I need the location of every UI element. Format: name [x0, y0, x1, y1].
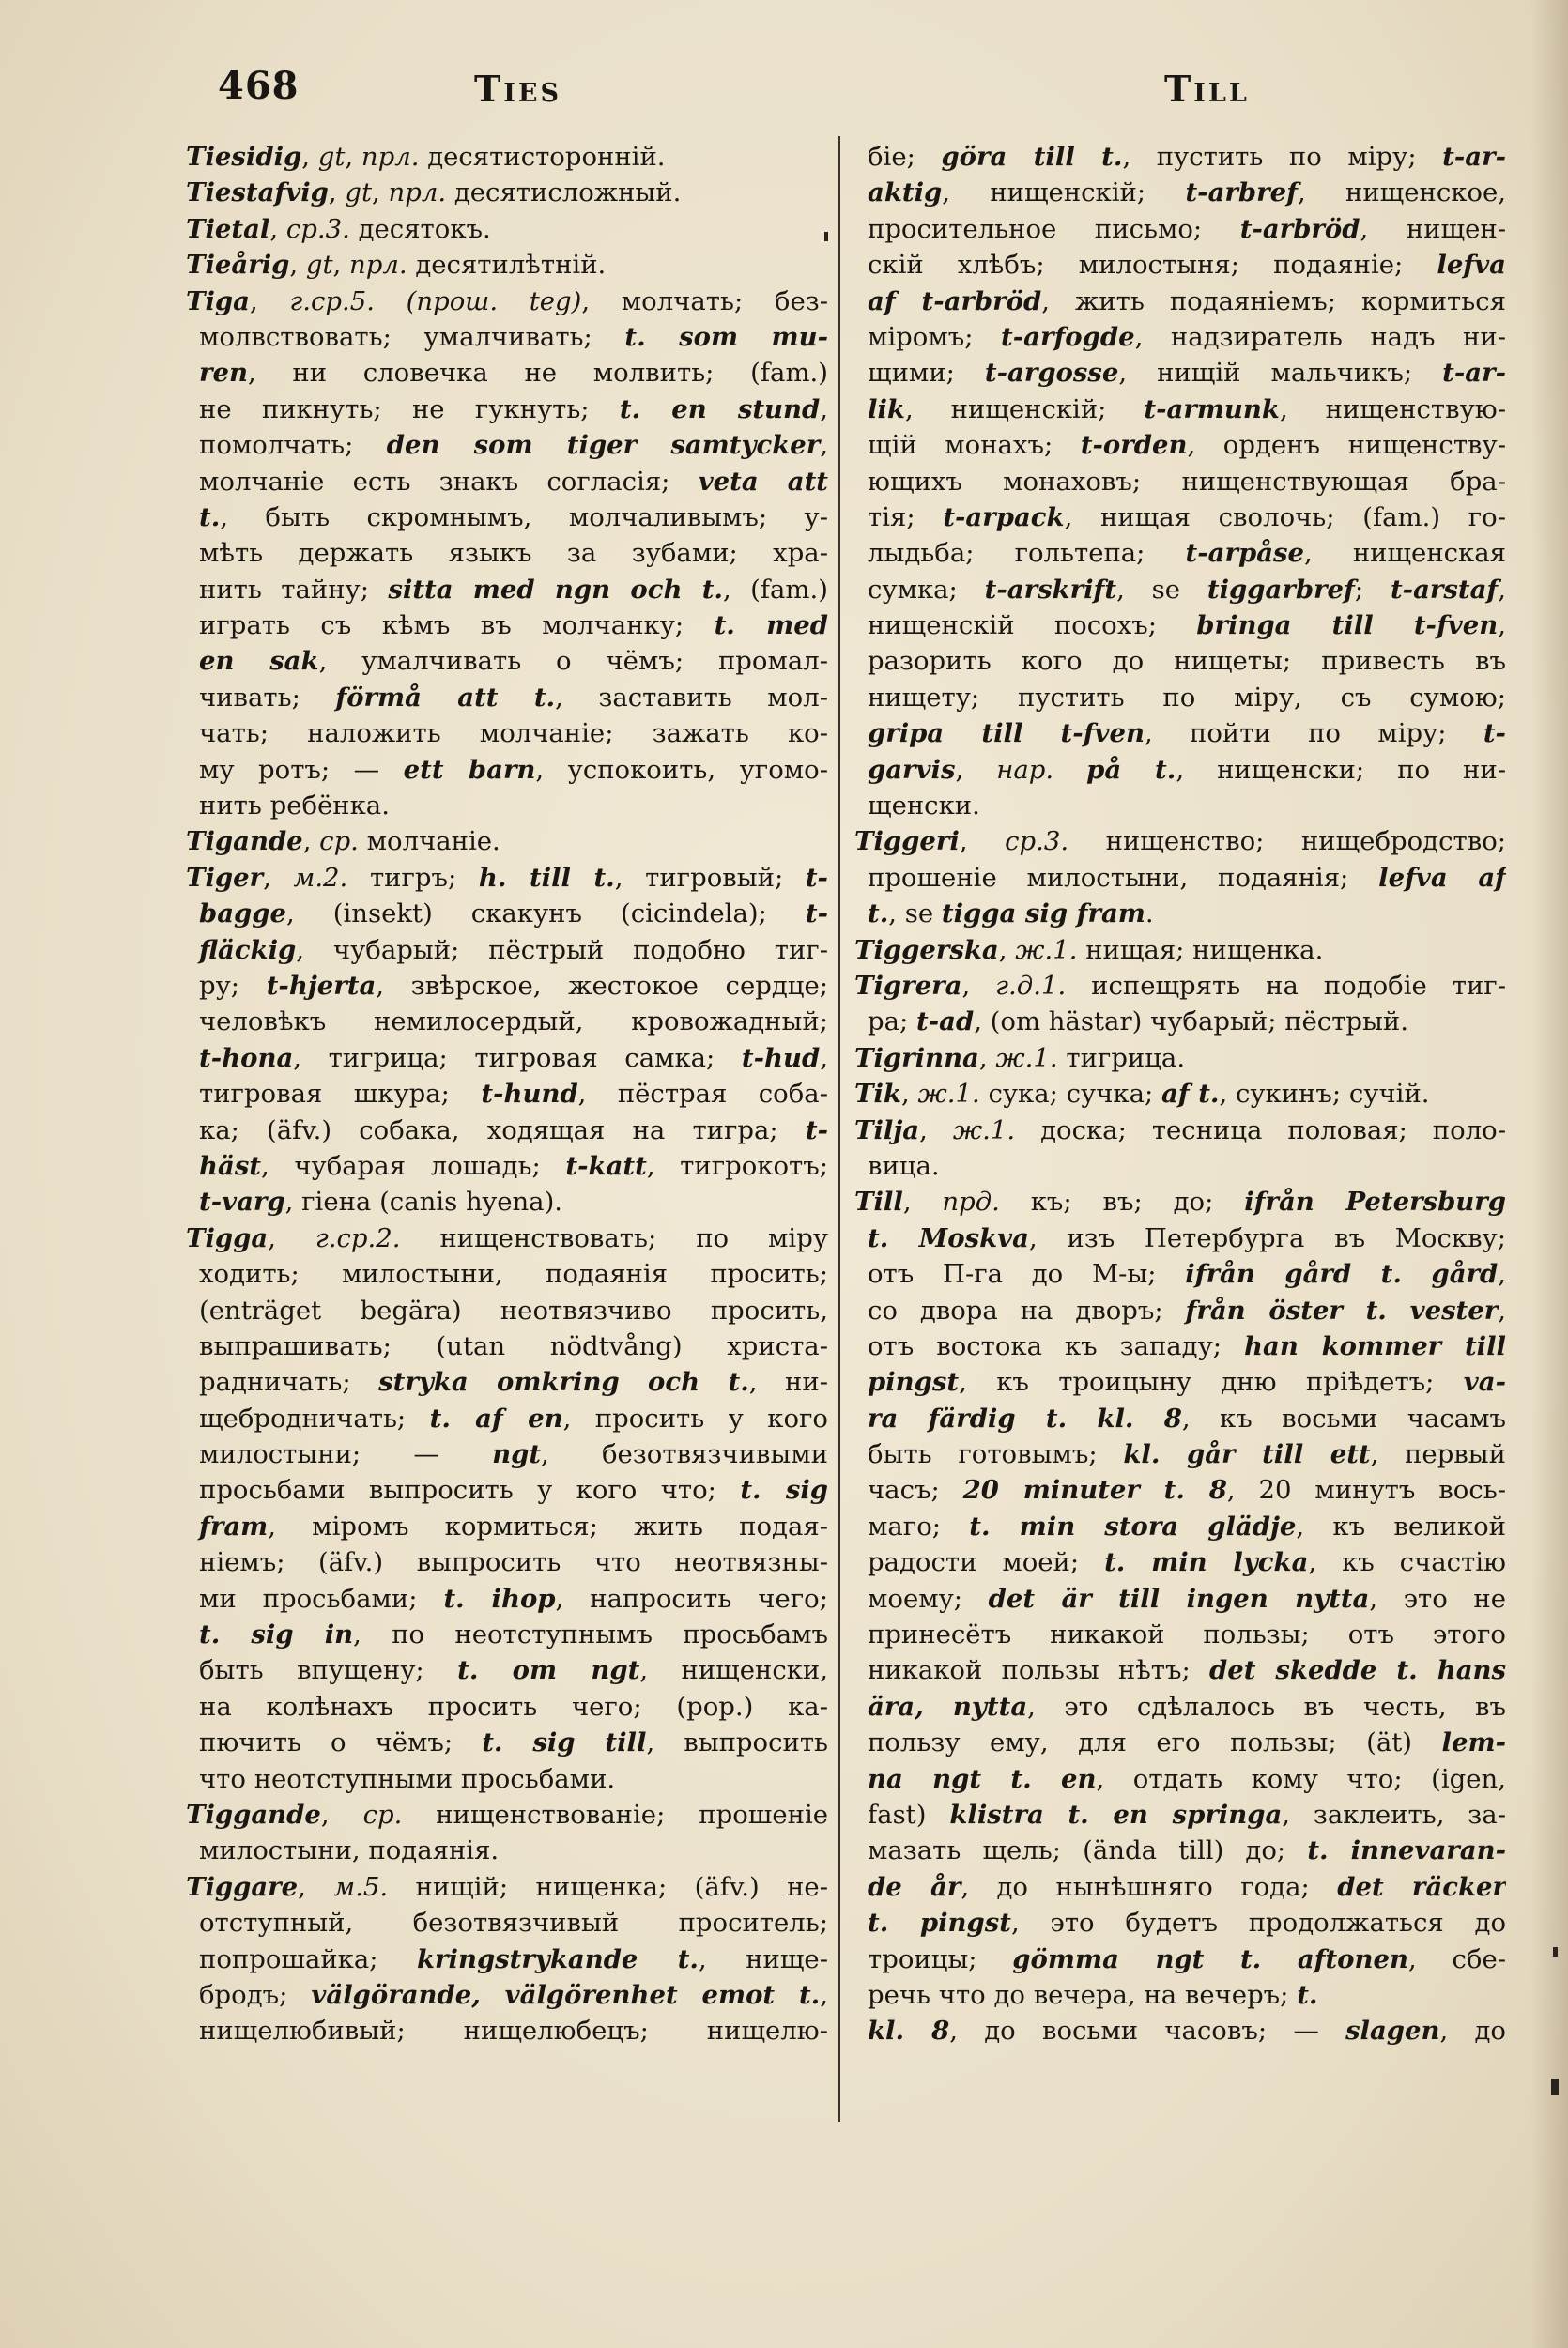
print-mark	[1553, 1947, 1558, 1957]
text-line: t-varg, гiена (canis hyena).	[199, 1187, 563, 1218]
text-line: радости моей; t. min lycka, къ счастiю	[868, 1547, 1506, 1578]
text-line: Tiggande, ср. нищенствованiе; прошенiе	[186, 1799, 828, 1830]
text-line: bagge, (insekt) скакунъ (cicindela); t-	[199, 898, 828, 929]
text-line: ру; t-hjerta, звѣрское, жестокое сердце;	[199, 970, 828, 1001]
text-line: быть впущену; t. om ngt, нищенски,	[199, 1655, 828, 1686]
text-line: человѣкъ немилосердый, кровожадный;	[199, 1006, 828, 1037]
text-line: тигровая шкура; t-hund, пёстрая соба-	[199, 1079, 828, 1110]
text-line: что неотступными просьбами.	[199, 1763, 616, 1794]
text-line: бiе; göra till t., пустить по мiру; t-ar-	[868, 142, 1506, 172]
text-line: Tigrinna, ж.1. тигрица.	[854, 1042, 1186, 1073]
text-line: ra färdig t. kl. 8, къ восьми часамъ	[868, 1403, 1506, 1434]
text-line: Tiggeri, ср.3. нищенство; нищебродство;	[854, 826, 1506, 857]
running-head-right: Till	[1164, 68, 1250, 110]
print-mark	[1551, 2079, 1559, 2095]
text-line: нищелюбивый; нищелюбецъ; нищелю-	[199, 2016, 828, 2047]
text-line: молчанiе есть знакъ согласiя; veta att	[199, 466, 828, 497]
text-line: Tiggare, м.5. нищiй; нищенка; (äfv.) не-	[186, 1871, 828, 1902]
text-line: Tiesidig, gt, прл. десятистороннiй.	[186, 142, 666, 172]
text-line: häst, чубарая лошадь; t-katt, тигрокотъ;	[199, 1150, 828, 1181]
text-line: нить тайну; sitta med ngn och t., (fam.)	[199, 574, 828, 605]
text-line: щенски.	[868, 790, 980, 821]
text-line: попрошайка; kringstrykande t., нище-	[199, 1943, 828, 1974]
text-line: маго; t. min stora glädje, къ великой	[868, 1511, 1506, 1542]
text-line: мазать щель; (ända till) до; t. innevaran-	[868, 1835, 1506, 1866]
text-line: Tigga, г.ср.2. нищенствовать; по мiру	[186, 1222, 828, 1253]
text-line: просительное письмо; t-arbröd, нищен-	[868, 213, 1506, 244]
text-line: просьбами выпросить у кого что; t. sig	[199, 1475, 828, 1506]
text-line: щiй монахъ; t-orden, орденъ нищенству-	[868, 430, 1506, 461]
text-line: никакой пользы нѣтъ; det skedde t. hans	[868, 1655, 1506, 1686]
text-line: (enträget begära) неотвязчиво просить,	[199, 1295, 828, 1326]
text-line: отъ П-га до М-ы; ifrån gård t. gård,	[868, 1259, 1506, 1290]
text-line: ка; (äfv.) собака, ходящая на тигра; t-	[199, 1114, 828, 1145]
text-line: на колѣнахъ просить чего; (pop.) ка-	[199, 1691, 828, 1722]
text-line: fram, мiромъ кормиться; жить подая-	[199, 1511, 828, 1542]
text-line: Tieårig, gt, прл. десятилѣтнiй.	[186, 250, 607, 281]
text-line: ющихъ монаховъ; нищенствующая бра-	[868, 466, 1506, 497]
text-line: бродъ; välgörande, välgörenhet emot t.,	[199, 1979, 828, 2010]
text-line: пючить о чёмъ; t. sig till, выпросить	[199, 1727, 828, 1758]
text-line: lik, нищенскiй; t-armunk, нищенствую-	[868, 393, 1506, 424]
text-line: нить ребёнка.	[199, 790, 390, 821]
text-line: милостыни; — ngt, безотвязчивыми	[199, 1439, 828, 1470]
text-line: тiя; t-arpack, нищая сволочь; (fam.) го-	[868, 501, 1506, 532]
text-line: разорить кого до нищеты; привесть въ	[868, 646, 1506, 677]
text-line: скiй хлѣбъ; милостыня; подаянiе; lefva	[868, 250, 1506, 281]
text-line: му ротъ; — ett barn, успокоить, угомо-	[199, 754, 828, 785]
text-line: сумка; t-arskrift, se tiggarbref; t-arstaf,	[868, 574, 1506, 605]
text-line: t. pingst, это будетъ продолжаться до	[868, 1908, 1506, 1939]
left-column	[186, 139, 828, 2049]
text-line: принесётъ никакой пользы; отъ этого	[868, 1619, 1506, 1650]
text-line: помолчать; den som tiger samtycker,	[199, 430, 828, 461]
text-line: быть готовымъ; kl. går till ett, первый	[868, 1439, 1506, 1470]
right-column	[854, 139, 1506, 2049]
text-line: kl. 8, до восьми часовъ; — slagen, до	[868, 2016, 1506, 2047]
text-line: выпрашивать; (utan nödtvång) христа-	[199, 1330, 828, 1361]
text-line: щими; t-argosse, нищiй мальчикъ; t-ar-	[868, 358, 1506, 389]
text-line: Tilja, ж.1. доска; тесница половая; поло-	[854, 1114, 1506, 1145]
text-line: пользу ему, для его пользы; (ät) lem-	[868, 1727, 1506, 1758]
running-head-left: Ties	[474, 68, 561, 110]
text-line: Tigande, ср. молчанiе.	[186, 826, 500, 857]
text-line: Tiger, м.2. тигръ; h. till t., тигровый; t-	[186, 862, 828, 893]
text-line: gripa till t-fven, пойти по мiру; t-	[868, 718, 1506, 749]
text-line: милостыни, подаянiя.	[199, 1835, 500, 1866]
text-line: речь что до вечера, на вечеръ; t.	[868, 1979, 1318, 2010]
text-line: щебродничать; t. af en, просить у кого	[199, 1403, 828, 1434]
text-line: fast) klistra t. en springa, заклеить, за-	[868, 1799, 1506, 1830]
text-line: na ngt t. en, отдать кому что; (igen,	[868, 1763, 1506, 1794]
text-line: ра; t-ad, (om hästar) чубарый; пёстрый.	[868, 1006, 1408, 1037]
text-line: garvis, нар. på t., нищенски; по ни-	[868, 754, 1506, 785]
text-line: fläckig, чубарый; пёстрый подобно тиг-	[199, 934, 828, 965]
text-line: en sak, умалчивать о чёмъ; промал-	[199, 646, 828, 677]
text-line: мiромъ; t-arfogde, надзиратель надъ ни-	[868, 321, 1506, 352]
text-line: t. sig in, по неотступнымъ просьбамъ	[199, 1619, 828, 1650]
text-line: чать; наложить молчанiе; зажать ко-	[199, 718, 828, 749]
text-line: de år, до нынѣшняго года; det räcker	[868, 1871, 1506, 1902]
text-line: ära, nytta, это сдѣлалось въ честь, въ	[868, 1691, 1506, 1722]
text-line: радничать; stryka omkring och t., ни-	[199, 1367, 828, 1398]
column-divider	[838, 136, 840, 2122]
text-line: не пикнуть; не гукнуть; t. en stund,	[199, 393, 828, 424]
text-line: ходить; милостыни, подаянiя просить;	[199, 1259, 828, 1290]
text-line: часъ; 20 minuter t. 8, 20 минутъ вось-	[868, 1475, 1506, 1506]
text-line: ren, ни словечка не молвить; (fam.)	[199, 358, 828, 389]
text-line: ми просьбами; t. ihop, напросить чего;	[199, 1583, 828, 1614]
page-edge-shadow	[1530, 0, 1568, 2348]
text-line: нiемъ; (äfv.) выпросить что неотвязны-	[199, 1547, 828, 1578]
text-line: чивать; förmå att t., заставить мол-	[199, 682, 828, 713]
text-line: af t-arbröd, жить подаянiемъ; кормиться	[868, 285, 1506, 316]
text-line: Tiggerska, ж.1. нищая; нищенка.	[854, 934, 1324, 965]
page-number: 468	[218, 64, 300, 108]
text-line: Tigrera, г.д.1. испещрять на подобiе тиг-	[854, 970, 1506, 1001]
text-line: t., быть скромнымъ, молчаливымъ; у-	[199, 501, 828, 532]
text-line: Tik, ж.1. сука; сучка; af t., сукинъ; сучiй.	[854, 1079, 1430, 1110]
text-line: вица.	[868, 1150, 940, 1181]
text-line: t-hona, тигрица; тигровая самка; t-hud,	[199, 1042, 828, 1073]
text-line: лыдьба; гольтепа; t-arpåse, нищенская	[868, 538, 1506, 569]
text-line: t., se tigga sig fram.	[868, 898, 1154, 929]
text-line: отъ востока къ западу; han kommer till	[868, 1330, 1506, 1361]
text-line: Tietal, ср.3. десятокъ.	[186, 213, 491, 244]
text-line: молвствовать; умалчивать; t. som mu-	[199, 321, 828, 352]
text-line: со двора на дворъ; från öster t. vester,	[868, 1295, 1506, 1326]
page-header	[188, 56, 1333, 122]
text-line: pingst, къ троицыну дню прiѣдетъ; va-	[868, 1367, 1506, 1398]
text-line: мѣть держать языкъ за зубами; хра-	[199, 538, 828, 569]
text-line: Tiestafvig, gt, прл. десятисложный.	[186, 177, 682, 208]
text-line: t. Moskva, изъ Петербурга въ Москву;	[868, 1222, 1506, 1253]
text-line: моему; det är till ingen nytta, это не	[868, 1583, 1506, 1614]
text-line: нищету; пустить по мiру, съ сумою;	[868, 682, 1506, 713]
text-line: отступный, безотвязчивый проситель;	[199, 1908, 828, 1939]
text-line: aktig, нищенскiй; t-arbref, нищенское,	[868, 177, 1506, 208]
text-line: Till, прд. къ; въ; до; ifrån Petersburg	[854, 1187, 1506, 1218]
text-line: Tiga, г.ср.5. (прош. teg), молчать; без-	[186, 285, 828, 316]
text-line: нищенскiй посохъ; bringa till t-fven,	[868, 610, 1506, 641]
text-line: прошенiе милостыни, подаянiя; lefva af	[868, 862, 1506, 893]
text-line: троицы; gömma ngt t. aftonen, сбе-	[868, 1943, 1506, 1974]
text-line: играть съ кѣмъ въ молчанку; t. med	[199, 610, 828, 641]
